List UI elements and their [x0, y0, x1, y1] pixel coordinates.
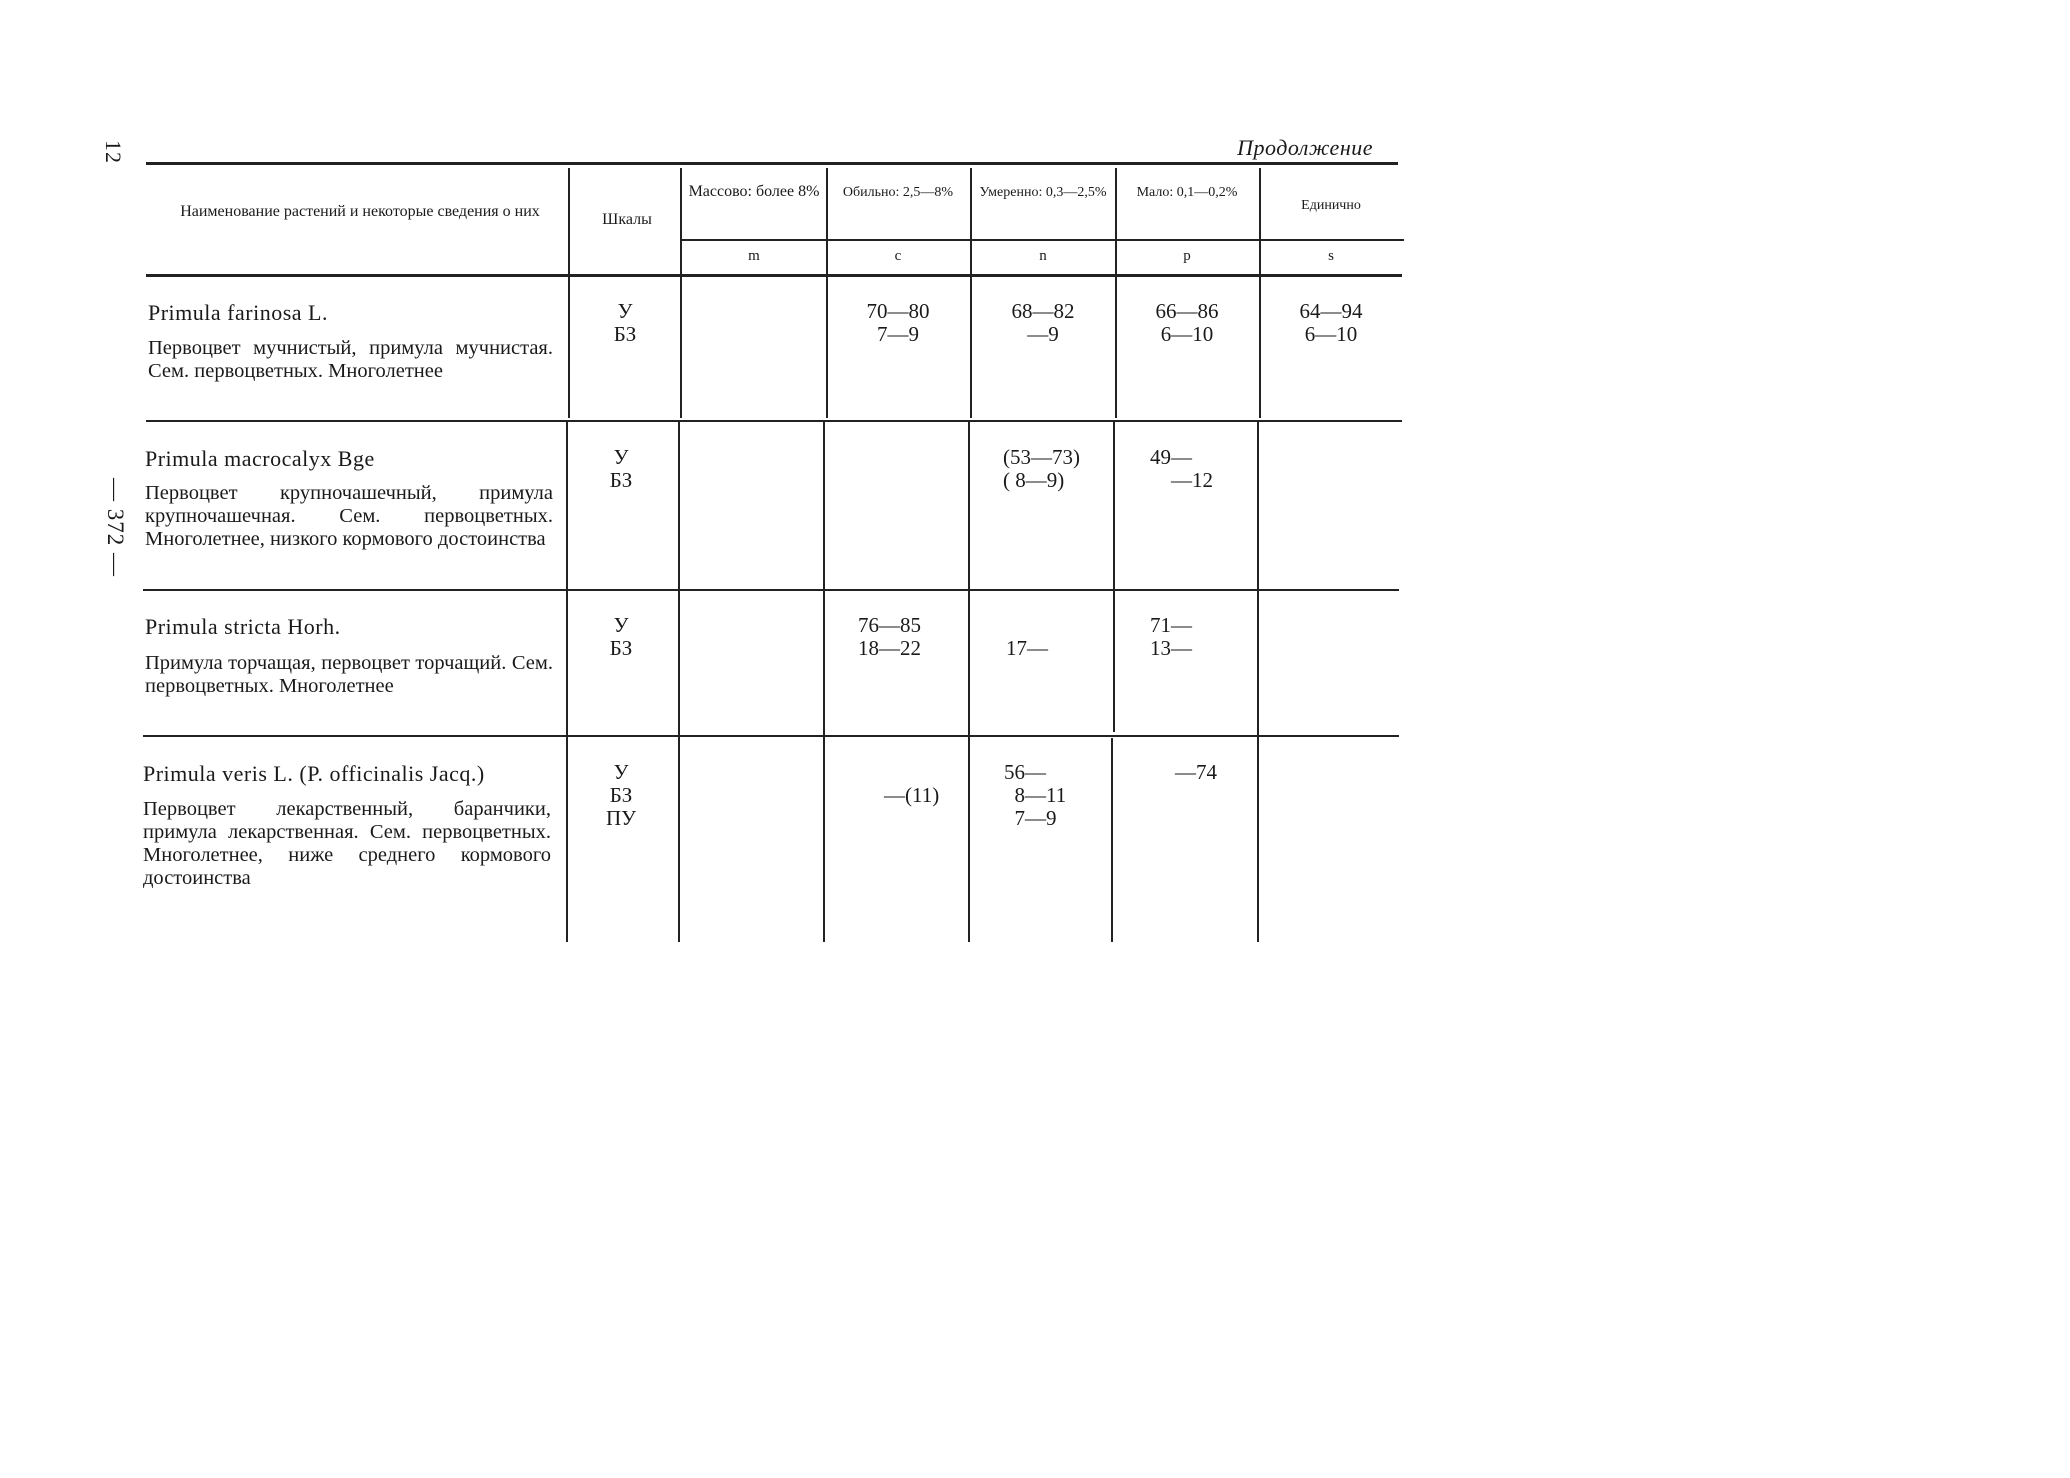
header-name-column: Наименование растений и некоторые сведения о них [180, 203, 540, 220]
plant-description: Примула торчащая, первоцвет торчащий. Сем. первоцветных. Многолетнее [145, 652, 553, 697]
plant-latin-name: Primula veris L. (P. officinalis Jacq.) [143, 761, 485, 786]
header-abundance-massive: Массово: более 8% [688, 183, 820, 200]
header-code-p: p [1183, 248, 1191, 264]
column-rule [970, 168, 972, 418]
header-code-c: c [894, 248, 902, 264]
scale-values: У БЗ ПУ [605, 760, 637, 830]
value-p: 66—86 6—10 [1155, 299, 1219, 346]
scale-values: У БЗ [609, 613, 633, 660]
scale-values: У БЗ [609, 445, 633, 492]
column-rule [823, 422, 825, 942]
column-rule [968, 422, 970, 942]
column-rule [1113, 422, 1115, 732]
header-abundance-few: Мало: 0,1—0,2% [1136, 185, 1238, 200]
value-n: 68—82 —9 [1011, 299, 1075, 346]
header-code-n: n [1039, 248, 1047, 264]
value-c: 76—85 18—22 [858, 613, 921, 660]
header-bottom-rule [146, 274, 1402, 277]
plant-latin-name: Primula stricta Horh. [145, 614, 341, 639]
plant-latin-name: Primula farinosa L. [148, 300, 328, 325]
column-rule [566, 422, 568, 942]
header-scale-column: Шкалы [602, 211, 652, 228]
value-s: 64—94 6—10 [1299, 299, 1363, 346]
header-code-m: m [748, 248, 760, 264]
value-n: 56— 8—11 7—9 [1004, 760, 1067, 830]
header-abundance-abundant: Обильно: 2,5—8% [842, 185, 954, 200]
column-rule [1115, 168, 1117, 418]
plant-description: Первоцвет лекарственный, баранчики, примула лекарственная. Сем. первоцветных. Многолетнее, ниже среднего кормового достоинства [143, 798, 551, 889]
value-p: —74 [1175, 760, 1217, 784]
value-c: —(11) [884, 783, 940, 807]
header-abundance-single: Единично [1301, 198, 1361, 213]
continuation-label: Продолжение [1237, 135, 1373, 160]
value-p: 49— —12 [1150, 445, 1213, 492]
column-rule [568, 168, 570, 418]
value-n: 17— [1006, 636, 1048, 660]
row-divider [146, 420, 1402, 422]
plant-description: Первоцвет крупночашечный, примула крупночашечная. Сем. первоцветных. Многолетнее, низкого кормового достоинства [145, 482, 553, 550]
page-number: 12 [101, 140, 126, 164]
column-rule [826, 168, 828, 418]
row-divider [143, 735, 1399, 737]
column-rule [1257, 422, 1259, 942]
column-rule [1111, 738, 1113, 942]
column-rule [678, 422, 680, 942]
value-n: (53—73) ( 8—9) [1003, 445, 1080, 492]
header-abundance-moderate: Умеренно: 0,3—2,5% [979, 185, 1107, 200]
scale-values: У БЗ [613, 299, 637, 346]
header-code-s: s [1328, 248, 1334, 264]
row-divider [143, 589, 1399, 591]
subheader-rule [682, 239, 1404, 241]
folio-number: — 372 — [103, 478, 128, 577]
value-c: 70—80 7—9 [866, 299, 930, 346]
column-rule [1259, 168, 1261, 418]
plant-latin-name: Primula macrocalyx Bge [145, 446, 375, 471]
plant-description: Первоцвет мучнистый, примула мучнистая. Сем. первоцветных. Многолетнее [148, 337, 553, 382]
column-rule [680, 168, 682, 418]
value-p: 71— 13— [1150, 613, 1192, 660]
table-top-rule [146, 162, 1398, 165]
